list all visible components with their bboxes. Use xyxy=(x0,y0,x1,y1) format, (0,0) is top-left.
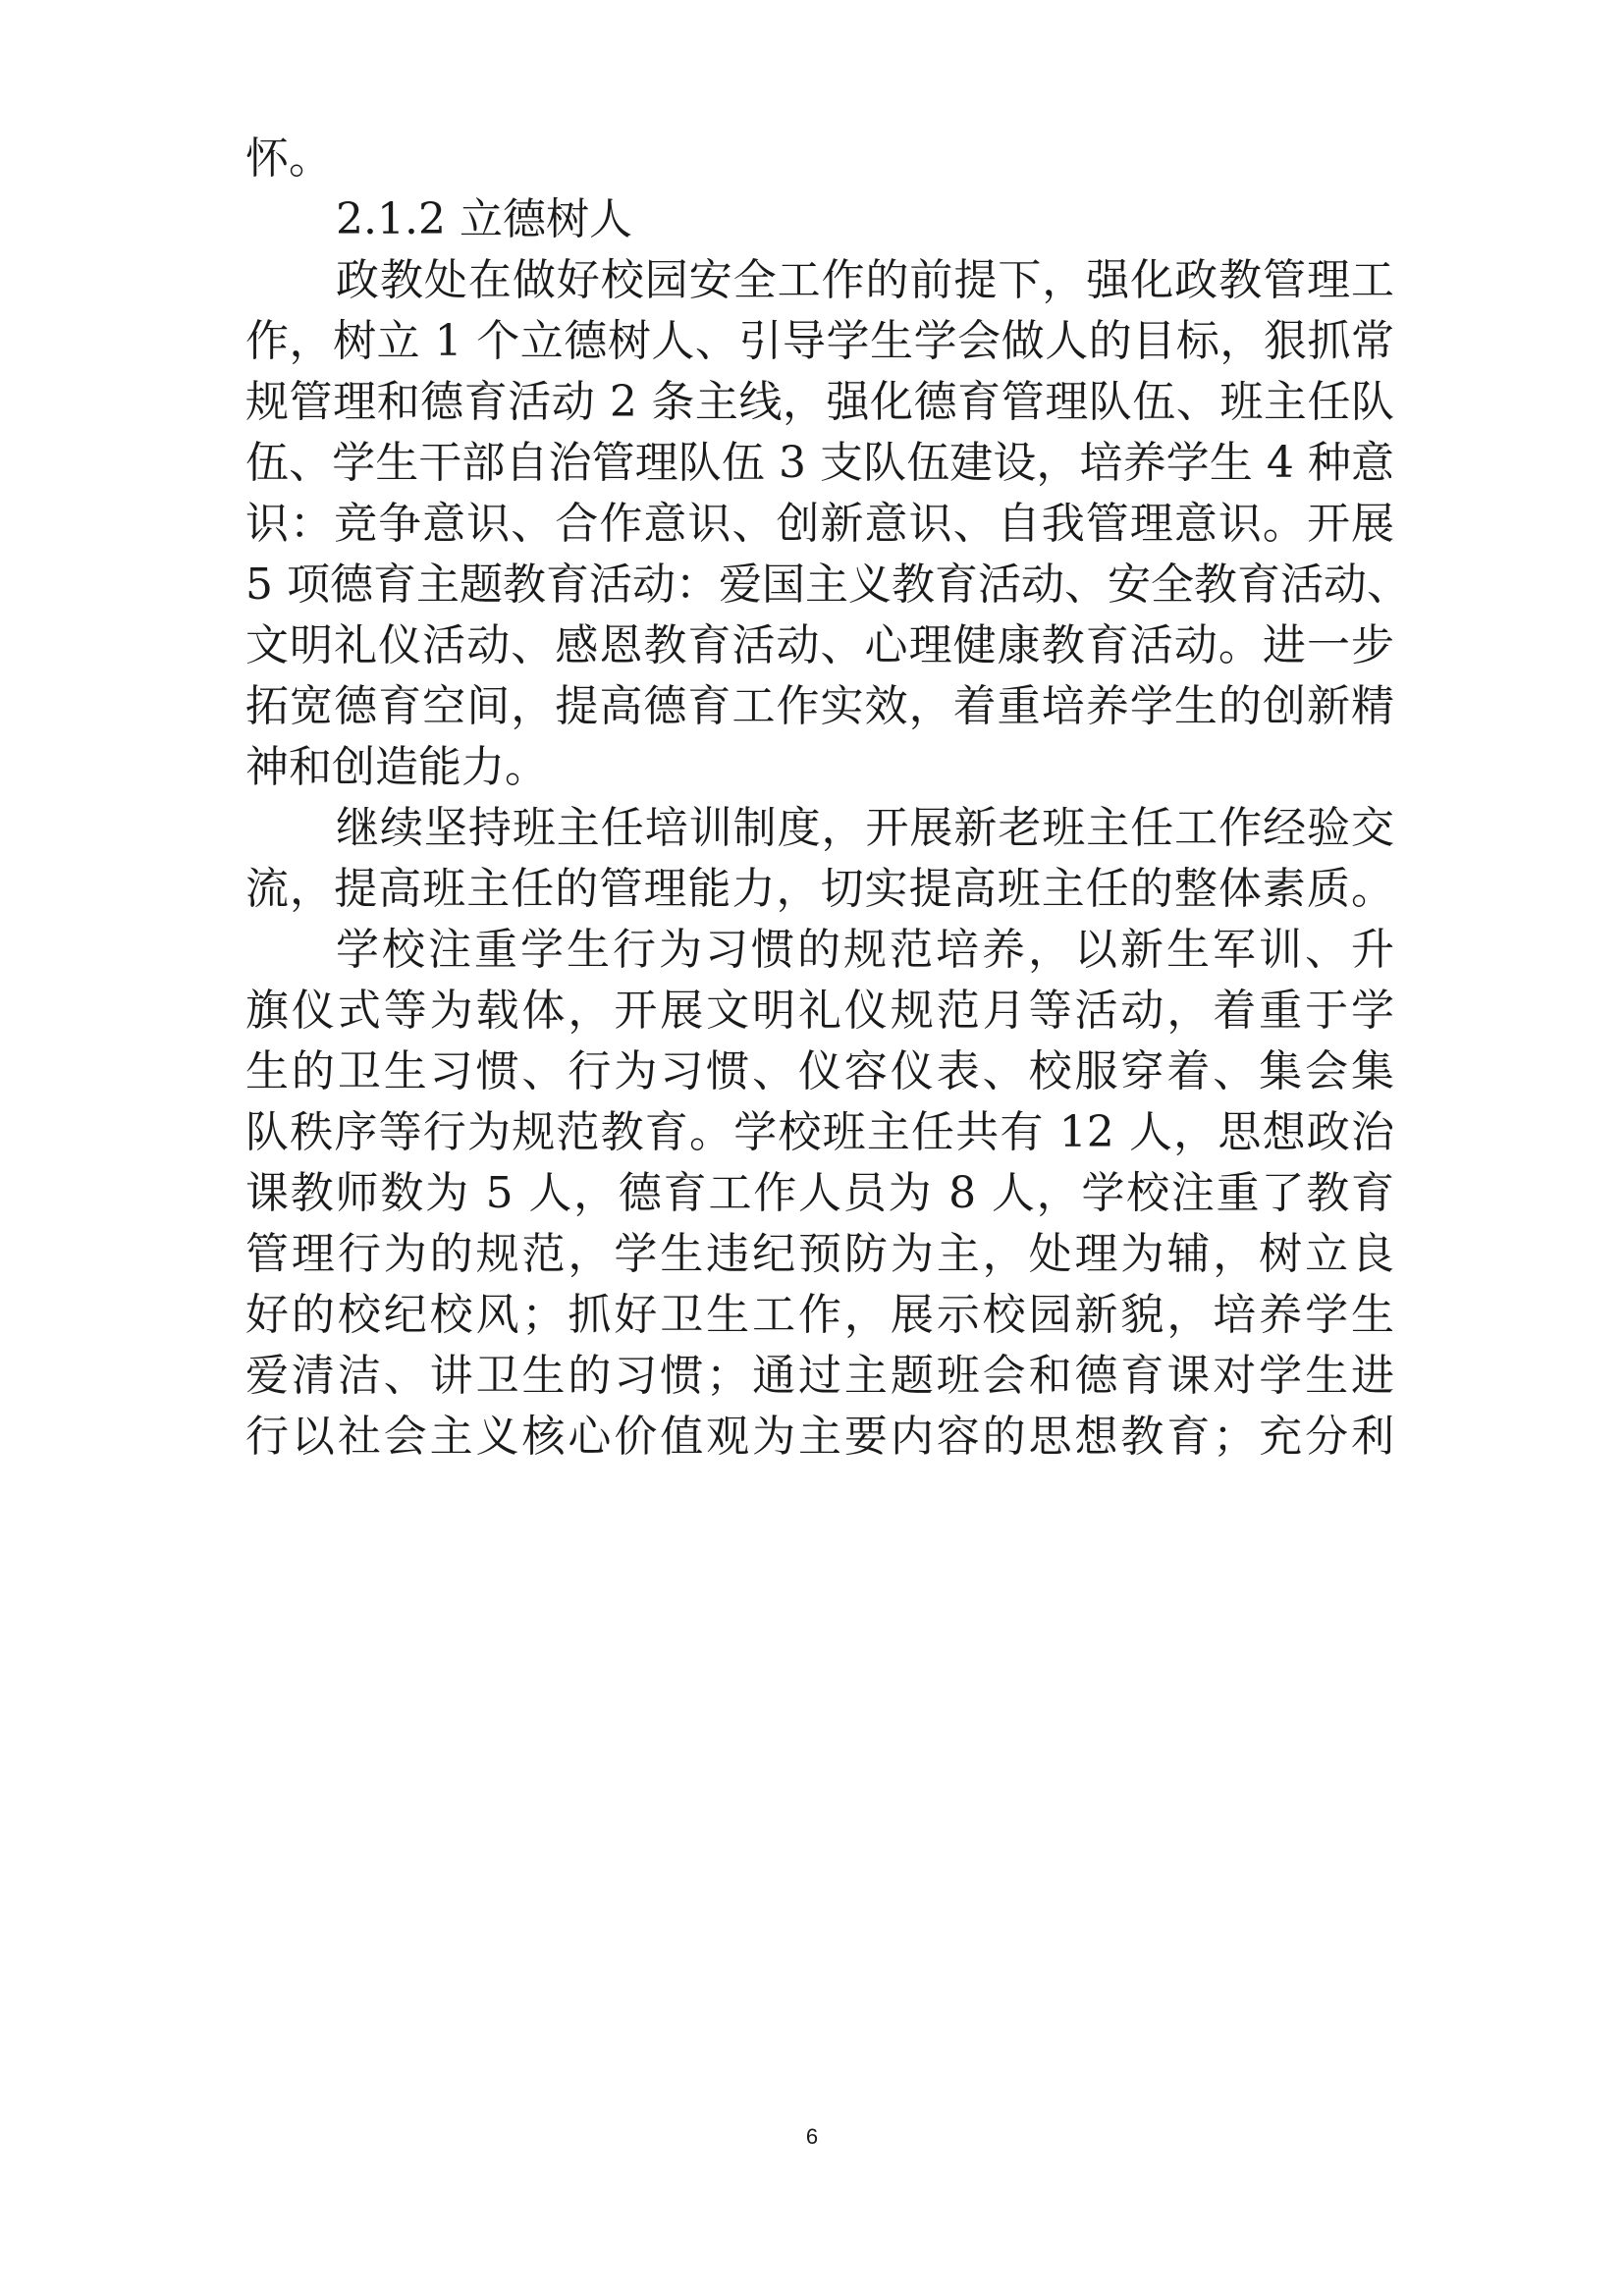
body-text-line: 爱清洁、讲卫生的习惯；通过主题班会和德育课对学生进 xyxy=(245,1351,1394,1401)
body-text-line: 旗仪式等为载体，开展文明礼仪规范月等活动，着重于学 xyxy=(245,986,1394,1036)
body-text-line: 5 项德育主题教育活动：爱国主义教育活动、安全教育活动、 xyxy=(245,560,1410,610)
body-text-line: 怀。 xyxy=(245,133,332,184)
body-text-line: 识：竞争意识、合作意识、创新意识、自我管理意识。开展 xyxy=(245,499,1394,549)
body-text-line: 队秩序等行为规范教育。学校班主任共有 12 人，思想政治 xyxy=(245,1107,1394,1157)
body-text-line: 流，提高班主任的管理能力，切实提高班主任的整体素质。 xyxy=(245,864,1394,914)
body-text-line: 文明礼仪活动、感恩教育活动、心理健康教育活动。进一步 xyxy=(245,620,1394,670)
body-text-line: 政教处在做好校园安全工作的前提下，强化政教管理工 xyxy=(336,255,1394,305)
body-text-line: 好的校纪校风；抓好卫生工作，展示校园新貌，培养学生 xyxy=(245,1290,1394,1340)
body-text-line: 管理行为的规范，学生违纪预防为主，处理为辅，树立良 xyxy=(245,1229,1394,1279)
body-text-line: 行以社会主义核心价值观为主要内容的思想教育；充分利 xyxy=(245,1412,1394,1462)
body-text-line: 伍、学生干部自治管理队伍 3 支队伍建设，培养学生 4 种意 xyxy=(245,438,1394,488)
body-text-line: 学校注重学生行为习惯的规范培养，以新生军训、升 xyxy=(336,925,1394,975)
body-text-line: 拓宽德育空间，提高德育工作实效，着重培养学生的创新精 xyxy=(245,681,1394,731)
body-text-line: 生的卫生习惯、行为习惯、仪容仪表、校服穿着、集会集 xyxy=(245,1046,1394,1096)
section-heading: 2.1.2 立德树人 xyxy=(336,194,632,244)
page-number: 6 xyxy=(805,2124,819,2149)
body-text-line: 继续坚持班主任培训制度，开展新老班主任工作经验交 xyxy=(336,803,1394,853)
body-text-line: 规管理和德育活动 2 条主线，强化德育管理队伍、班主任队 xyxy=(245,377,1394,427)
body-text-line: 作，树立 1 个立德树人、引导学生学会做人的目标，狠抓常 xyxy=(245,316,1394,366)
body-text-line: 课教师数为 5 人，德育工作人员为 8 人，学校注重了教育 xyxy=(245,1168,1394,1218)
body-text-line: 神和创造能力。 xyxy=(245,742,548,792)
